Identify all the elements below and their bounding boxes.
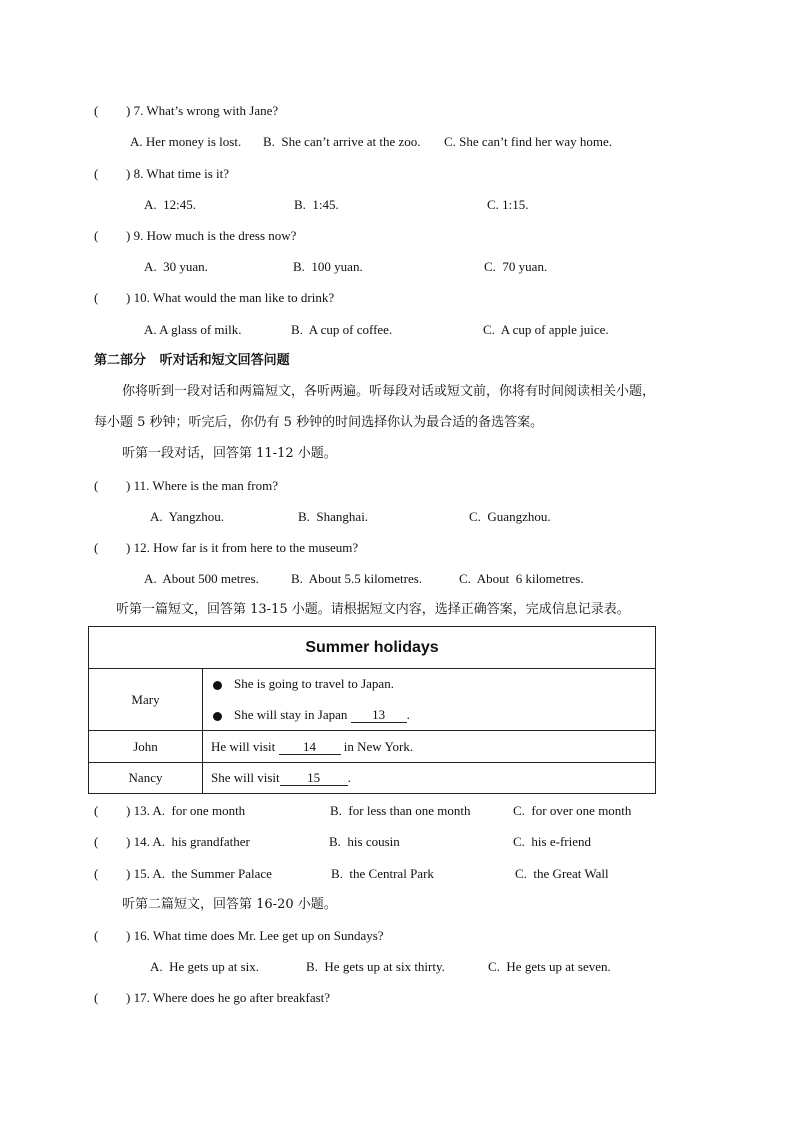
answer-paren[interactable]: ( [94, 290, 99, 305]
question-15: ) 15. A. the Summer Palace [126, 866, 272, 881]
option-11b[interactable]: B. Shanghai. [298, 509, 369, 524]
passage2-intro: 听第二篇短文，回答第 16-20 小题。 [122, 897, 337, 912]
option-12b[interactable]: B. About 5.5 kilometres. [291, 571, 423, 586]
table-row-name: John [89, 731, 203, 763]
blank-13[interactable]: 13 [351, 708, 407, 723]
option-16a[interactable]: A. He gets up at six. [150, 959, 260, 974]
option-8a[interactable]: A. 12:45. [144, 197, 196, 212]
table-title: Summer holidays [89, 627, 656, 669]
answer-paren[interactable]: ( [94, 990, 99, 1005]
bullet-icon [213, 681, 222, 690]
table-row-content: She is going to travel to Japan. She will stay in Japan 13 . [203, 669, 656, 731]
blank-15[interactable]: 15 [280, 771, 348, 786]
answer-paren[interactable]: ( [94, 803, 99, 818]
instructions-line-2: 每小题 5 秒钟；听完后，你仍有 5 秒钟的时间选择你认为最合适的备选答案。 [94, 415, 544, 430]
option-12c[interactable]: C. About 6 kilometres. [459, 571, 584, 586]
option-10a[interactable]: A. A glass of milk. [144, 322, 242, 337]
option-16c[interactable]: C. He gets up at seven. [488, 959, 611, 974]
option-9a[interactable]: A. 30 yuan. [144, 259, 208, 274]
dialog-intro: 听第一段对话，回答第 11-12 小题。 [122, 446, 337, 461]
question-17: ) 17. Where does he go after breakfast? [126, 990, 331, 1005]
bullet-icon [213, 712, 222, 721]
question-12: ) 12. How far is it from here to the museum? [126, 540, 359, 555]
table-row-name: Nancy [89, 763, 203, 794]
option-16b[interactable]: B. He gets up at six thirty. [306, 959, 445, 974]
option-10c[interactable]: C. A cup of apple juice. [483, 322, 609, 337]
answer-paren[interactable]: ( [94, 866, 99, 881]
option-14c[interactable]: C. his e-friend [513, 834, 591, 849]
answer-paren[interactable]: ( [94, 540, 99, 555]
option-11c[interactable]: C. Guangzhou. [469, 509, 551, 524]
answer-paren[interactable]: ( [94, 478, 99, 493]
option-15c[interactable]: C. the Great Wall [515, 866, 609, 881]
table-row-content: He will visit 14 in New York. [203, 731, 656, 763]
answer-paren[interactable]: ( [94, 928, 99, 943]
option-11a[interactable]: A. Yangzhou. [150, 509, 225, 524]
option-14b[interactable]: B. his cousin [329, 834, 400, 849]
option-8b[interactable]: B. 1:45. [294, 197, 339, 212]
info-table [88, 626, 656, 794]
section-heading: 第二部分 听对话和短文回答问题 [94, 353, 290, 368]
option-13c[interactable]: C. for over one month [513, 803, 632, 818]
question-9: ) 9. How much is the dress now? [126, 228, 297, 243]
question-11: ) 11. Where is the man from? [126, 478, 278, 493]
answer-paren[interactable]: ( [94, 228, 99, 243]
blank-14[interactable]: 14 [279, 740, 341, 755]
option-15b[interactable]: B. the Central Park [331, 866, 434, 881]
option-7b[interactable]: B. She can’t arrive at the zoo. [263, 134, 421, 149]
option-7a[interactable]: A. Her money is lost. [130, 134, 242, 149]
answer-paren[interactable]: ( [94, 834, 99, 849]
option-9b[interactable]: B. 100 yuan. [293, 259, 363, 274]
table-row-name: Mary [89, 669, 203, 731]
option-12a[interactable]: A. About 500 metres. [144, 571, 259, 586]
option-13b[interactable]: B. for less than one month [330, 803, 471, 818]
question-8: ) 8. What time is it? [126, 166, 230, 181]
option-7c[interactable]: C. She can’t find her way home. [444, 134, 612, 149]
passage1-intro: 听第一篇短文，回答第 13-15 小题。请根据短文内容，选择正确答案，完成信息记录表。 [116, 602, 630, 617]
answer-paren[interactable]: ( [94, 166, 99, 181]
question-13: ) 13. A. for one month [126, 803, 246, 818]
question-7: ) 7. What’s wrong with Jane? [126, 103, 279, 118]
option-10b[interactable]: B. A cup of coffee. [291, 322, 393, 337]
answer-paren[interactable]: ( [94, 103, 99, 118]
question-14: ) 14. A. his grandfather [126, 834, 250, 849]
option-8c[interactable]: C. 1:15. [487, 197, 529, 212]
question-16: ) 16. What time does Mr. Lee get up on Sundays? [126, 928, 384, 943]
question-10: ) 10. What would the man like to drink? [126, 290, 335, 305]
instructions-line-1: 你将听到一段对话和两篇短文，各听两遍。听每段对话或短文前，你将有时间阅读相关小题， [122, 384, 656, 399]
option-9c[interactable]: C. 70 yuan. [484, 259, 548, 274]
table-row-content: She will visit 15 . [203, 763, 656, 794]
